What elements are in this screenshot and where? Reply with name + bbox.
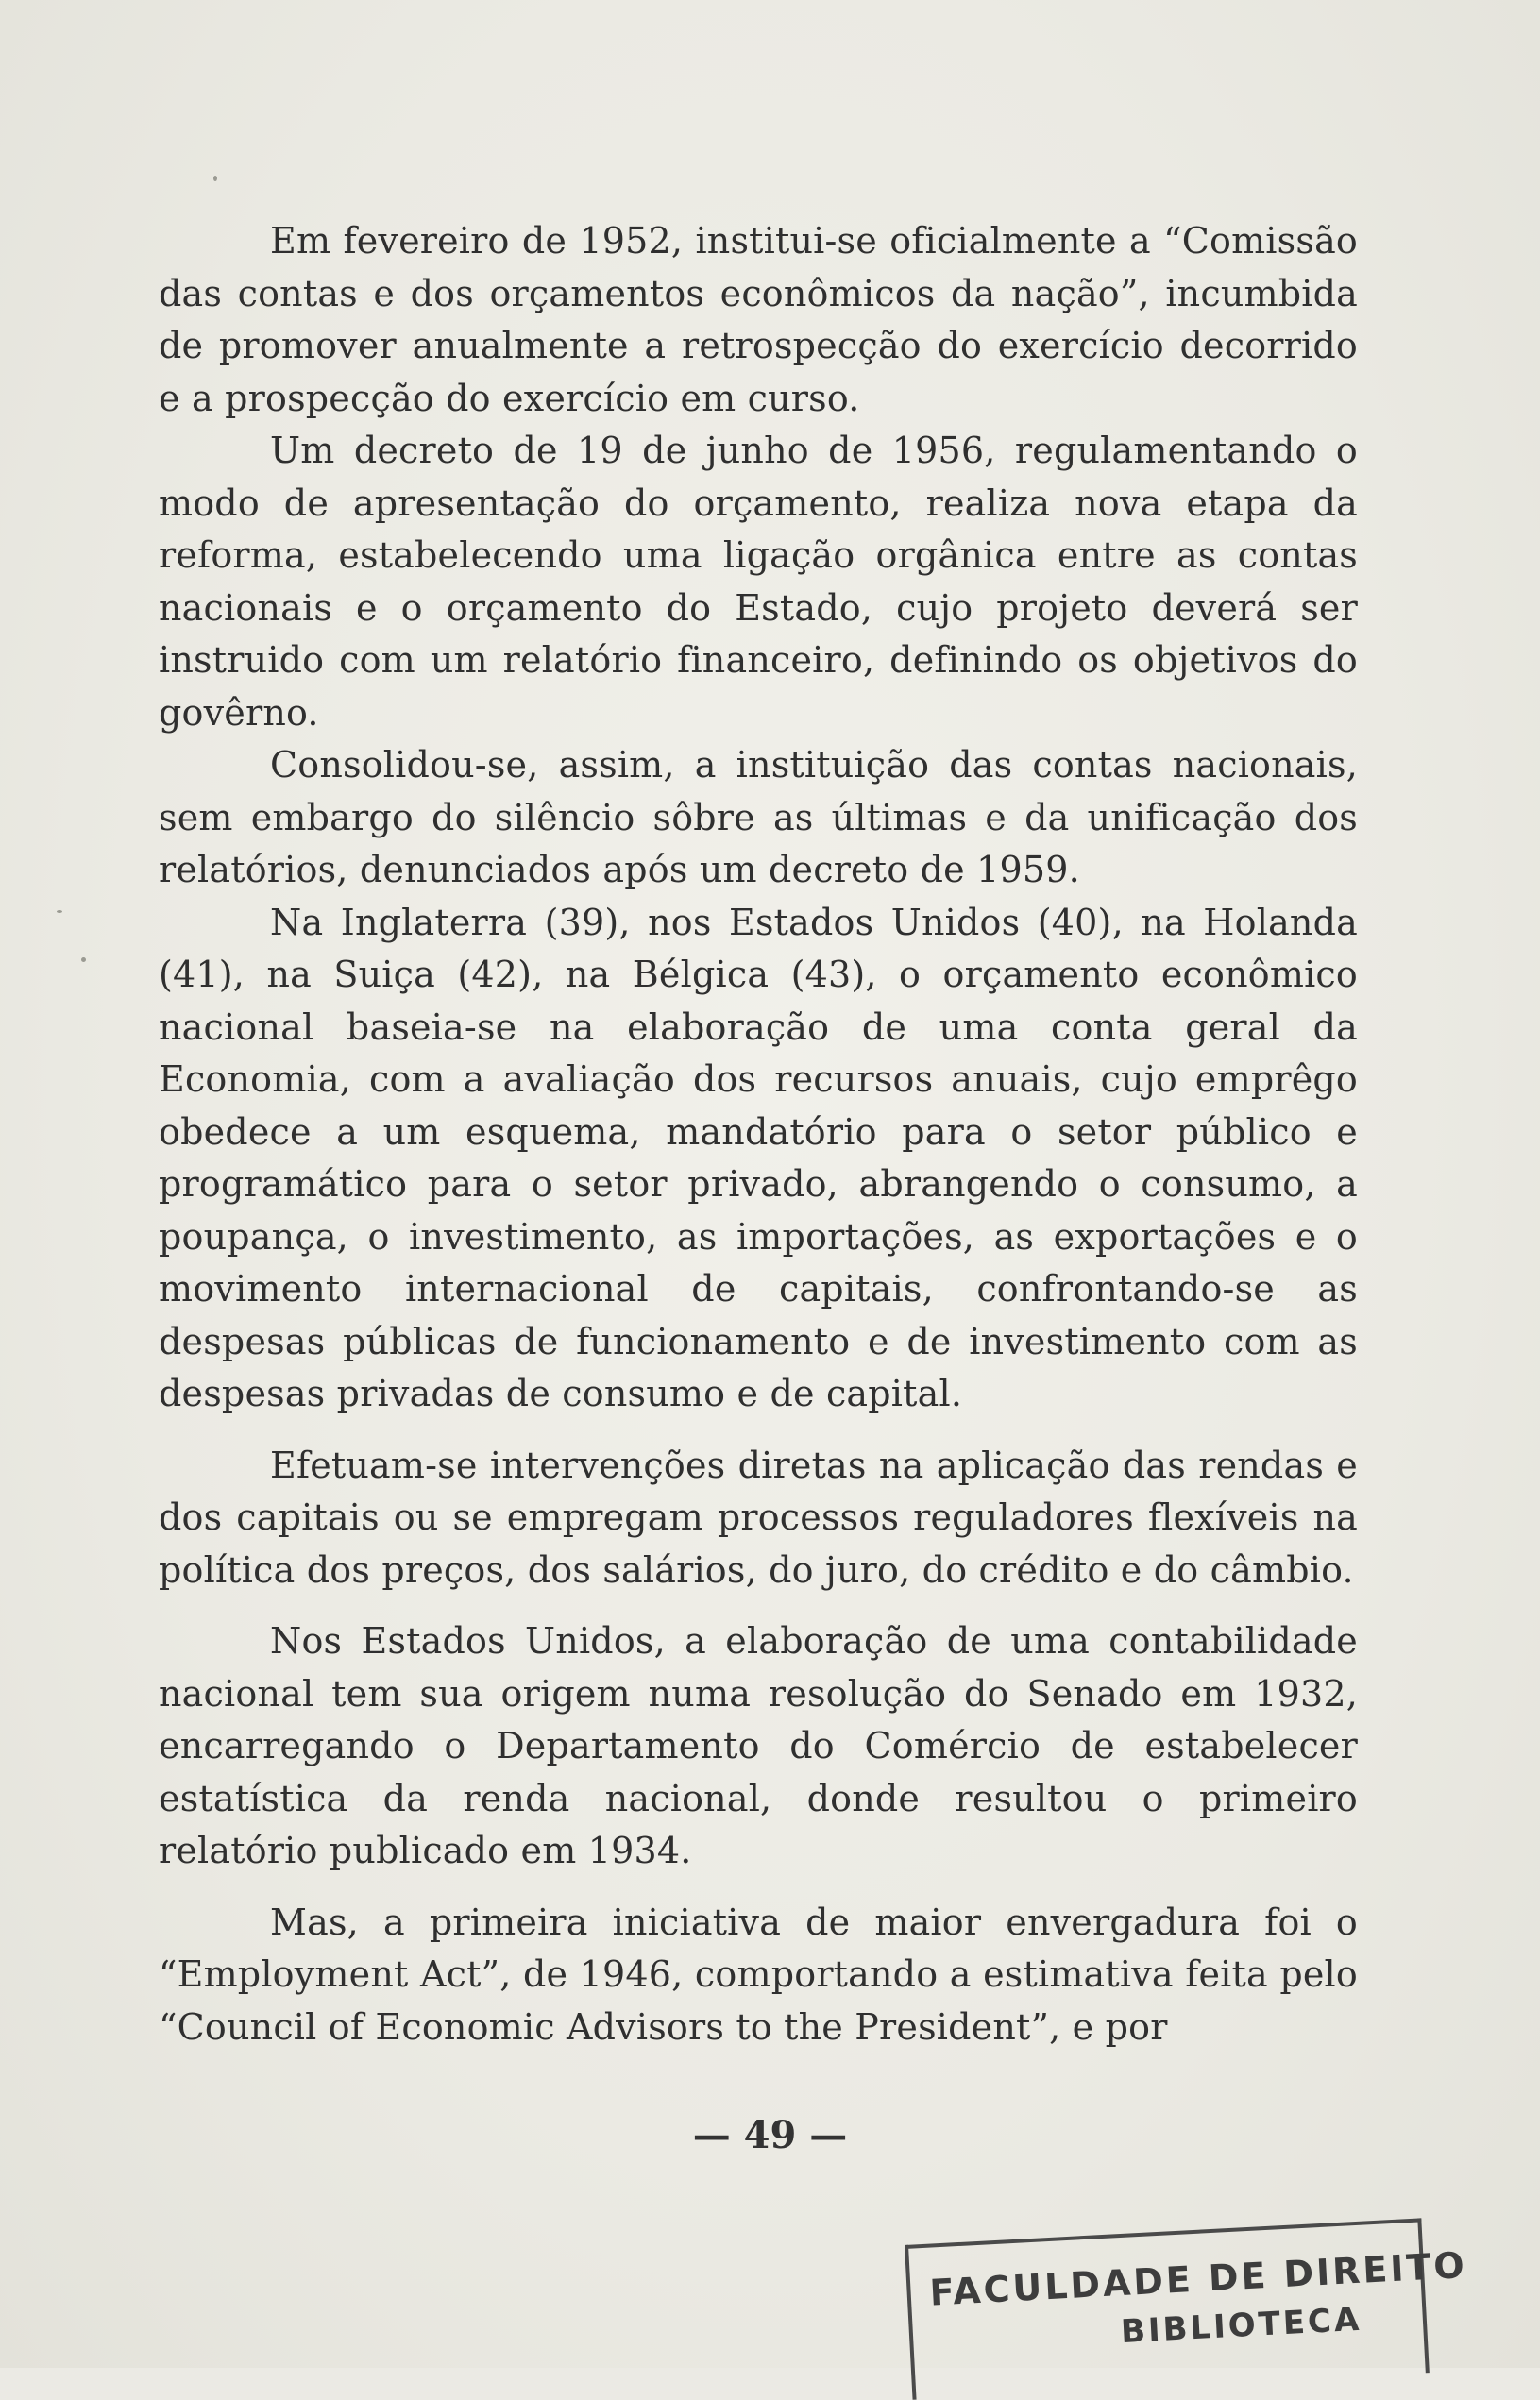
speck — [81, 957, 86, 962]
body-text — [159, 215, 1358, 2054]
paragraph-3: Consolidou-se, assim, a instituição das contas nacionais, sem embargo do silêncio sôbre as últimas e da unificação dos relatórios, denunciados após um decreto de 1959. — [159, 744, 1358, 890]
speck — [213, 176, 217, 181]
stamp-line-faculty: FACULDADE DE DIREITO — [928, 2243, 1468, 2314]
stamp-line-library: BIBLIOTECA — [1120, 2300, 1363, 2352]
page-number: — 49 — — [692, 2113, 848, 2157]
library-stamp — [905, 2218, 1468, 2399]
speck — [57, 910, 62, 913]
paragraph-6: Nos Estados Unidos, a elaboração de uma contabilidade nacional tem sua origem numa resolução do Senado em 1932, encarregando o Departamento do Comércio de estabelecer estatística da renda nacional, donde resultou o primeiro relatório publicado em 1934. — [159, 1620, 1358, 1871]
paragraph-7: Mas, a primeira iniciativa de maior envergadura foi o “Employment Act”, de 1946, comportando a estimativa feita pelo “Council of Economic Advisors to the President”, e por — [159, 1901, 1358, 2048]
paragraph-5: Efetuam-se intervenções diretas na aplicação das rendas e dos capitais ou se empregam processos reguladores flexíveis na política dos preços, dos salários, do juro, do crédito e do câmbio. — [159, 1444, 1358, 1591]
paragraph-2: Um decreto de 19 de junho de 1956, regulamentando o modo de apresentação do orçamento, realiza nova etapa da reforma, estabelecendo uma ligação orgânica entre as contas nacionais e o orçamento do Estado, cujo projeto deverá ser instruido com um relatório financeiro, definindo os objetivos do govêrno. — [159, 430, 1358, 734]
paragraph-4: Na Inglaterra (39), nos Estados Unidos (40), na Holanda (41), na Suiça (42), na Bélgica (43), o orçamento econômico nacional baseia-se na elaboração de uma conta geral da Economia, com a avaliação dos recursos anuais, cujo emprêgo obedece a um esquema, mandatório para o setor público e programático para o setor privado, abrangendo o consumo, a poupança, o investimento, as importações, as exportações e o movimento internacional de capitais, confrontando-se as despesas públicas de funcionamento e de investimento com as despesas privadas de consumo e de capital. — [159, 901, 1358, 1414]
paragraph-1: Em fevereiro de 1952, institui-se oficialmente a “Comissão das contas e dos orçamentos econômicos da nação”, incumbida de promover anualmente a retrospecção do exercício decorrido e a prospecção do exercício em curso. — [159, 220, 1358, 419]
